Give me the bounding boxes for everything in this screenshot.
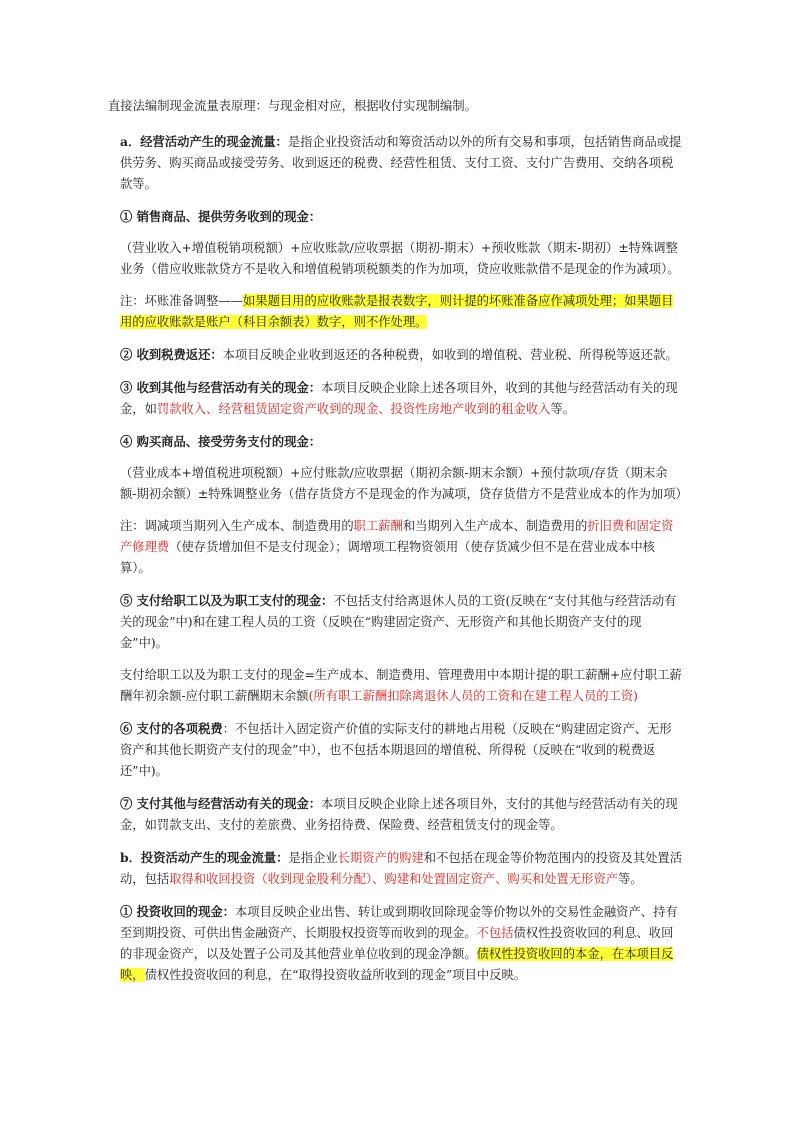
item7-paragraph — [120, 793, 682, 836]
item5-text: 不包括支付给离退休人员的工资(反映在“支付其他与经营活动有关的现金”中)和在建工程人员的工资（反映在“购建固定资产、无形资产和其他长期资产支付的现金”中)。 — [120, 594, 677, 650]
item4-formula: （营业成本+增值税进项税额）+应付账款/应收票据（期初余额-期末余额）+预付款项/存货（期末余额-期初余额）±特殊调整业务（借存货贷方不是现金的作为减项，贷存货借方不是营业成本的作为加项） — [120, 466, 688, 501]
item6-paragraph — [120, 718, 682, 782]
document-page — [108, 96, 688, 986]
item4-note-text-3: （使存货增加但不是支付现金）；调增项工程物资领用（使存货减少但不是在营业成本中核算）。 — [120, 540, 655, 575]
item6-text: ：不包括计入固定资产价值的实际支付的耕地占用税（反映在“购建固定资产、无形资产和其他长期资产支付的现金”中），也不包括本期退回的增值税、所得税（反映在“收到的税费返还”中)。 — [120, 722, 672, 778]
item4-note-text-2: 和当期列入生产成本、制造费用的 — [402, 519, 588, 533]
item4-note-red-1: 职工薪酬 — [353, 519, 403, 533]
item7-text: 本项目反映企业除上述各项目外，支付的其他与经营活动有关的现金，如罚款支出、支付的差旅费、业务招待费、保险费、经营租赁支付的现金等。 — [120, 797, 678, 832]
item-b1-highlight: 债权性投资收回的本金，在本项目反映， — [120, 947, 674, 982]
item3-text: 本项目反映企业除上述各项目外，收到的其他与经营活动有关的现金，如 — [120, 381, 678, 416]
item6-heading: ⑥ 支付的各项税费 — [120, 721, 223, 736]
section-b-paragraph — [120, 847, 682, 890]
section-a-heading: a．经营活动产生的现金流量： — [120, 134, 288, 149]
item2-paragraph — [120, 344, 682, 366]
intro-paragraph: 直接法编制现金流量表原理：与现金相对应，根据收付实现制编制。 — [108, 99, 477, 113]
item-b1-red: 不包括 — [476, 926, 514, 940]
item-b1-text-3: 债权性投资收回的利息，在“取得投资收益所收到的现金”项目中反映。 — [144, 968, 527, 982]
section-a-text: 是指企业投资活动和筹资活动以外的所有交易和事项，包括销售商品或提供劳务、购买商品或接受劳务、收到返还的税费、经营性租赁、支付工资、支付广告费用、交纳各项税款等。 — [120, 135, 682, 191]
item1-note-prefix: 注：坏账准备调整—— — [120, 294, 243, 308]
item-b1-text-2: 债权性投资收回的利息、收回的非现金资产，以及处置子公司及其他营业单位收到的现金净额。 — [120, 926, 674, 961]
item1-note — [120, 291, 682, 333]
item5-formula-text: 支付给职工以及为职工支付的现金=生产成本、制造费用、管理费用中本期计提的职工薪酬+应付职工薪酬年初余额-应付职工薪酬期末余额 — [120, 668, 682, 703]
item2-text: 本项目反映企业收到返还的各种税费，如收到的增值税、营业税、所得税等返还款。 — [222, 348, 678, 362]
section-a-paragraph — [120, 131, 682, 195]
item5-heading: ⑤ 支付给职工以及为职工支付的现金： — [120, 593, 334, 608]
item-b1-paragraph — [120, 901, 682, 986]
item-b1-text-1: 本项目反映企业出售、转让或到期收回除现金等价物以外的交易性金融资产、持有至到期投资、可供出售金融资产、长期股权投资等而收到的现金。 — [120, 905, 678, 940]
section-b-text-2: 和不包括在现金等价物范围内的投资及其处置活动，包括 — [120, 851, 683, 886]
item-b1-heading: ① 投资收回的现金： — [120, 904, 235, 919]
item4-note-text-1: 注：调减项当期列入生产成本、制造费用的 — [120, 519, 354, 533]
item5-formula-red: (所有职工薪酬扣除离退休人员的工资和在建工程人员的工资) — [308, 689, 638, 703]
section-b-heading: b．投资活动产生的现金流量： — [120, 850, 289, 865]
item4-note — [120, 516, 682, 579]
item1-note-highlight: 如果题目用的应收账款是报表数字，则计提的坏账准备应作减项处理；如果题目用的应收账款是账户（科目余额表）数字，则不作处理。 — [120, 294, 674, 329]
item1-heading: ① 销售商品、提供劳务收到的现金： — [120, 209, 322, 224]
item3-red-text: 罚款收入、经营租赁固定资产收到的现金、投资性房地产收到的租金收入 — [156, 402, 551, 416]
section-b-text-3: 等。 — [618, 872, 643, 886]
item7-heading: ⑦ 支付其他与经营活动有关的现金： — [120, 796, 322, 811]
item5-formula — [120, 665, 682, 707]
section-b-text-1: 是指企业 — [288, 851, 338, 865]
item3-paragraph — [120, 377, 682, 420]
section-b-red-1: 长期资产的购建 — [337, 851, 424, 865]
item2-heading: ② 收到税费返还： — [120, 347, 223, 362]
item4-note-red-2: 折旧费和固定资产修理费 — [120, 519, 674, 554]
item4-heading: ④ 购买商品、接受劳务支付的现金： — [120, 434, 322, 449]
item5-paragraph — [120, 590, 682, 654]
item3-heading: ③ 收到其他与经营活动有关的现金： — [120, 380, 322, 395]
section-b-red-2: 取得和收回投资（收到现金股利分配）、购建和处置固定资产、购买和处置无形资产 — [169, 872, 619, 886]
item1-formula: （营业收入+增值税销项税额）+应收账款/应收票据（期初-期末）+预收账款（期末-期初）±特殊调整业务（借应收账款贷方不是收入和增值税销项税额类的作为加项，贷应收账款借不是现金的作为减项）。 — [120, 241, 680, 276]
item3-tail: 等。 — [550, 402, 576, 416]
